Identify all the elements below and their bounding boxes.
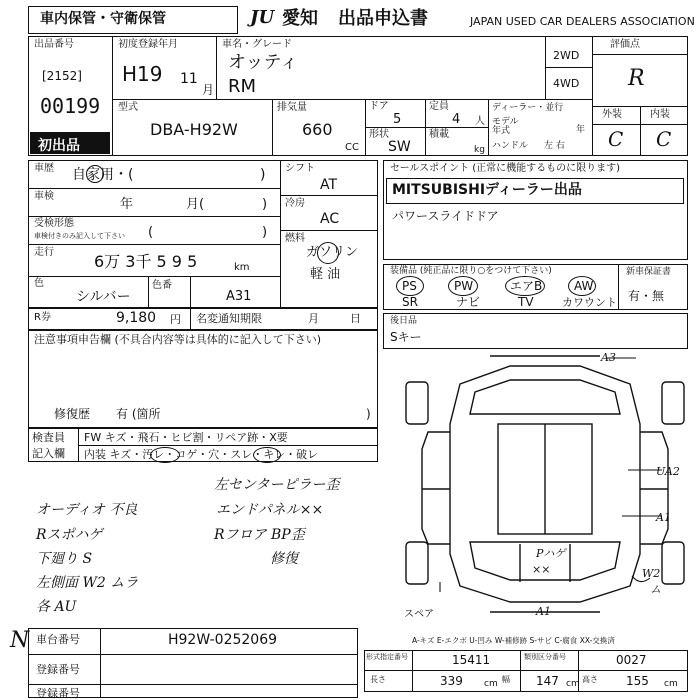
reg-bottom-label: 登録番号 <box>36 687 80 700</box>
displacement-value: 660 <box>302 120 333 139</box>
ac-value: AC <box>320 211 340 227</box>
mileage-label: 走行 <box>34 247 54 258</box>
receipt-label: 受検形態 <box>34 218 74 229</box>
hw-note-6: 下廻り S <box>36 551 93 567</box>
inspection-year: 年 <box>120 197 134 212</box>
drive-4wd: 4WD <box>553 77 580 90</box>
org-name: 愛知 <box>282 8 318 29</box>
notice-day: 日 <box>350 312 361 325</box>
receipt-open: ( <box>148 225 154 240</box>
dealer-label: ディーラー・並行 <box>492 103 564 113</box>
recycle-value: 9,180 <box>116 310 157 326</box>
storage-title: 車内保管・守衛保管 <box>40 11 166 27</box>
repair-label: 修復歴 <box>54 407 91 421</box>
form-title: 出品申込書 <box>338 8 428 29</box>
fuel-gas: ガソリン <box>306 245 359 260</box>
fuel-gas-circle <box>317 242 339 264</box>
mark-ua2: UA2 <box>656 465 680 478</box>
equipment-sr: SR <box>402 295 418 309</box>
width-unit: cm <box>566 679 580 689</box>
length-unit: cm <box>484 679 498 689</box>
chassis-label: 車台番号 <box>36 633 80 646</box>
fuel-diesel: 軽 油 <box>310 267 341 282</box>
length-value: 339 <box>440 674 463 688</box>
model-grade: RM <box>228 76 257 97</box>
hw-note-2: オーディオ 不良 <box>36 502 138 518</box>
equipment-airbag: エアB <box>510 279 543 293</box>
notice-label: 名変通知期限 <box>196 312 262 325</box>
form-no-value: 15411 <box>452 653 491 667</box>
hw-note-7: 修復 <box>270 551 298 567</box>
model-year-unit: 年 <box>576 125 586 135</box>
displacement-label: 排気量 <box>277 102 307 113</box>
capacity-value: 4 <box>452 112 461 127</box>
hw-note-4: Rスポハゲ <box>36 527 103 543</box>
registration-month: 11 <box>180 71 198 87</box>
inspector-label1: 検査員 <box>32 431 65 444</box>
equipment-airbag-circle <box>505 276 545 296</box>
lot-sub-number: [2152] <box>42 69 82 83</box>
color-no-value: A31 <box>226 289 252 304</box>
capacity-unit: 人 <box>475 116 485 127</box>
mark-w2: W2 <box>642 567 661 580</box>
mark-a1-bottom: A1 <box>536 605 551 618</box>
fuel-label: 燃料 <box>285 233 305 244</box>
score-value: R <box>628 66 645 91</box>
equipment-ps-circle <box>396 276 424 296</box>
sales-header: セールスポイント (正常に機能するものに限ります) <box>390 163 621 174</box>
exterior-value: C <box>608 127 624 151</box>
equipment-pw-circle <box>448 276 478 296</box>
scuff-circle <box>253 447 281 463</box>
inspector-label2: 記入欄 <box>32 447 65 460</box>
lot-label: 出品番号 <box>34 39 74 50</box>
length-label: 長さ <box>370 675 386 684</box>
color-label: 色 <box>34 278 44 289</box>
hw-note-5: Rフロア BP歪 <box>214 527 305 543</box>
handle-options: 左 右 <box>544 141 565 151</box>
inspection-label: 車検 <box>34 191 54 202</box>
receipt-close: ) <box>262 225 268 240</box>
inspection-close: ) <box>262 197 268 212</box>
stain-circle <box>150 447 180 463</box>
mileage-value: 6万 3千 5 9 5 <box>94 252 198 271</box>
shift-label: シフト <box>285 163 315 174</box>
drive-2wd: 2WD <box>553 49 580 62</box>
doors-label: ドア <box>369 101 389 112</box>
equipment-pw: PW <box>454 279 474 293</box>
inspector-fw-row: FW キズ・飛石・ヒビ割・リペア跡・X要 <box>84 431 288 444</box>
mark-xx: ×× <box>532 563 551 576</box>
score-label: 評価点 <box>610 39 640 50</box>
chassis-value: H92W-0252069 <box>168 632 278 648</box>
after-label: 後日品 <box>390 316 418 326</box>
recycle-label: R券 <box>34 312 51 323</box>
load-unit: kg <box>474 145 485 155</box>
doors-value: 5 <box>393 112 402 127</box>
load-label: 積載 <box>429 129 449 140</box>
color-no-label: 色番 <box>152 280 172 291</box>
repair-close: ) <box>366 407 371 421</box>
equipment-tv: TV <box>518 295 534 309</box>
equipment-aw-circle <box>568 276 596 296</box>
equipment-counter: カワウント <box>562 296 617 309</box>
use-value: 自家用・( <box>72 167 134 183</box>
type-label: 型式 <box>118 102 138 113</box>
mileage-unit: km <box>234 262 250 273</box>
capacity-label: 定員 <box>429 101 449 112</box>
association-subtitle: JAPAN USED CAR DEALERS ASSOCIATION <box>470 15 695 28</box>
type-value: DBA-H92W <box>150 120 238 139</box>
notice-month: 月 <box>308 312 319 325</box>
model-name: オッティ <box>228 52 299 73</box>
shape-label: 形状 <box>369 129 389 140</box>
exterior-label: 外装 <box>602 109 622 120</box>
height-label: 高さ <box>582 675 598 684</box>
handwritten-stroke: N <box>10 628 30 653</box>
spare-label: スペア <box>404 609 434 620</box>
displacement-unit: CC <box>345 142 359 153</box>
after-frame <box>383 313 688 349</box>
handle-label: ハンドル <box>492 141 529 151</box>
ju-logo: JU <box>250 7 275 28</box>
hw-note-1: 左センターピラー歪 <box>214 477 340 493</box>
first-listing-badge: 初出品 <box>30 132 110 154</box>
notes-header: 注意事項申告欄 (不具合内容等は具体的に記入して下さい) <box>34 333 322 346</box>
hw-note-8: 左側面 W2 ムラ <box>36 575 139 591</box>
reg-label: 登録番号 <box>36 663 80 676</box>
receipt-note: 車検付きのみ記入して下さい <box>34 232 125 240</box>
inspection-month: 月( <box>186 197 205 212</box>
hw-note-9: 各 AU <box>36 599 77 615</box>
shape-value: SW <box>388 139 411 155</box>
hw-note-3: エンドパネル×× <box>216 502 324 518</box>
mark-a3: A3 <box>601 351 616 364</box>
top-frame <box>28 36 688 156</box>
use-close: ) <box>260 167 266 183</box>
registration-label: 初度登録年月 <box>118 39 178 50</box>
warranty-value: 有・無 <box>628 289 665 303</box>
class-no-label: 類別区分番号 <box>524 653 566 661</box>
repair-value: 有 (箇所 <box>116 407 161 421</box>
sales-line1: MITSUBISHIディーラー出品 <box>392 182 582 198</box>
damage-legend: A-キズ E-エクボ U-凹み W-補修跡 S-サビ C-腐食 XX-交換済 <box>412 636 615 645</box>
mark-a1-right: A1 <box>656 511 671 524</box>
warranty-label: 新車保証書 <box>626 267 672 277</box>
color-value: シルバー <box>76 289 131 305</box>
form-no-label: 形式指定番号 <box>366 653 408 661</box>
use-circle <box>86 165 104 183</box>
registration-month-unit: 月 <box>202 83 215 97</box>
model-year-label: モデル 年式 <box>492 117 519 137</box>
equipment-ps: PS <box>402 279 417 293</box>
class-no-value: 0027 <box>616 653 647 667</box>
height-unit: cm <box>664 679 678 689</box>
height-value: 155 <box>626 674 649 688</box>
use-label: 車歴 <box>34 163 54 174</box>
width-label: 幅 <box>502 675 510 684</box>
recycle-unit: 円 <box>170 313 181 326</box>
inspector-in-row: 内装 キズ・汚レ・コゲ・穴・スレ・キレ・破レ <box>84 448 319 461</box>
shift-value: AT <box>320 177 338 193</box>
equipment-aw: AW <box>574 279 594 293</box>
interior-label: 内装 <box>650 109 670 120</box>
sales-line2: パワースライドドア <box>392 209 499 223</box>
after-value: Sキー <box>390 330 422 344</box>
model-label: 車名・グレード <box>222 39 292 50</box>
mark-mu: ム <box>650 583 661 596</box>
mark-p-peel: Pハゲ <box>536 547 566 560</box>
lot-number: 00199 <box>40 94 101 118</box>
ac-label: 冷房 <box>285 198 305 209</box>
equipment-navi: ナビ <box>456 295 481 309</box>
registration-year: H19 <box>122 62 163 86</box>
interior-value: C <box>656 127 672 151</box>
width-value: 147 <box>536 674 559 688</box>
equipment-header: 装備品 (純正品に限り○をつけて下さい) <box>390 266 552 276</box>
